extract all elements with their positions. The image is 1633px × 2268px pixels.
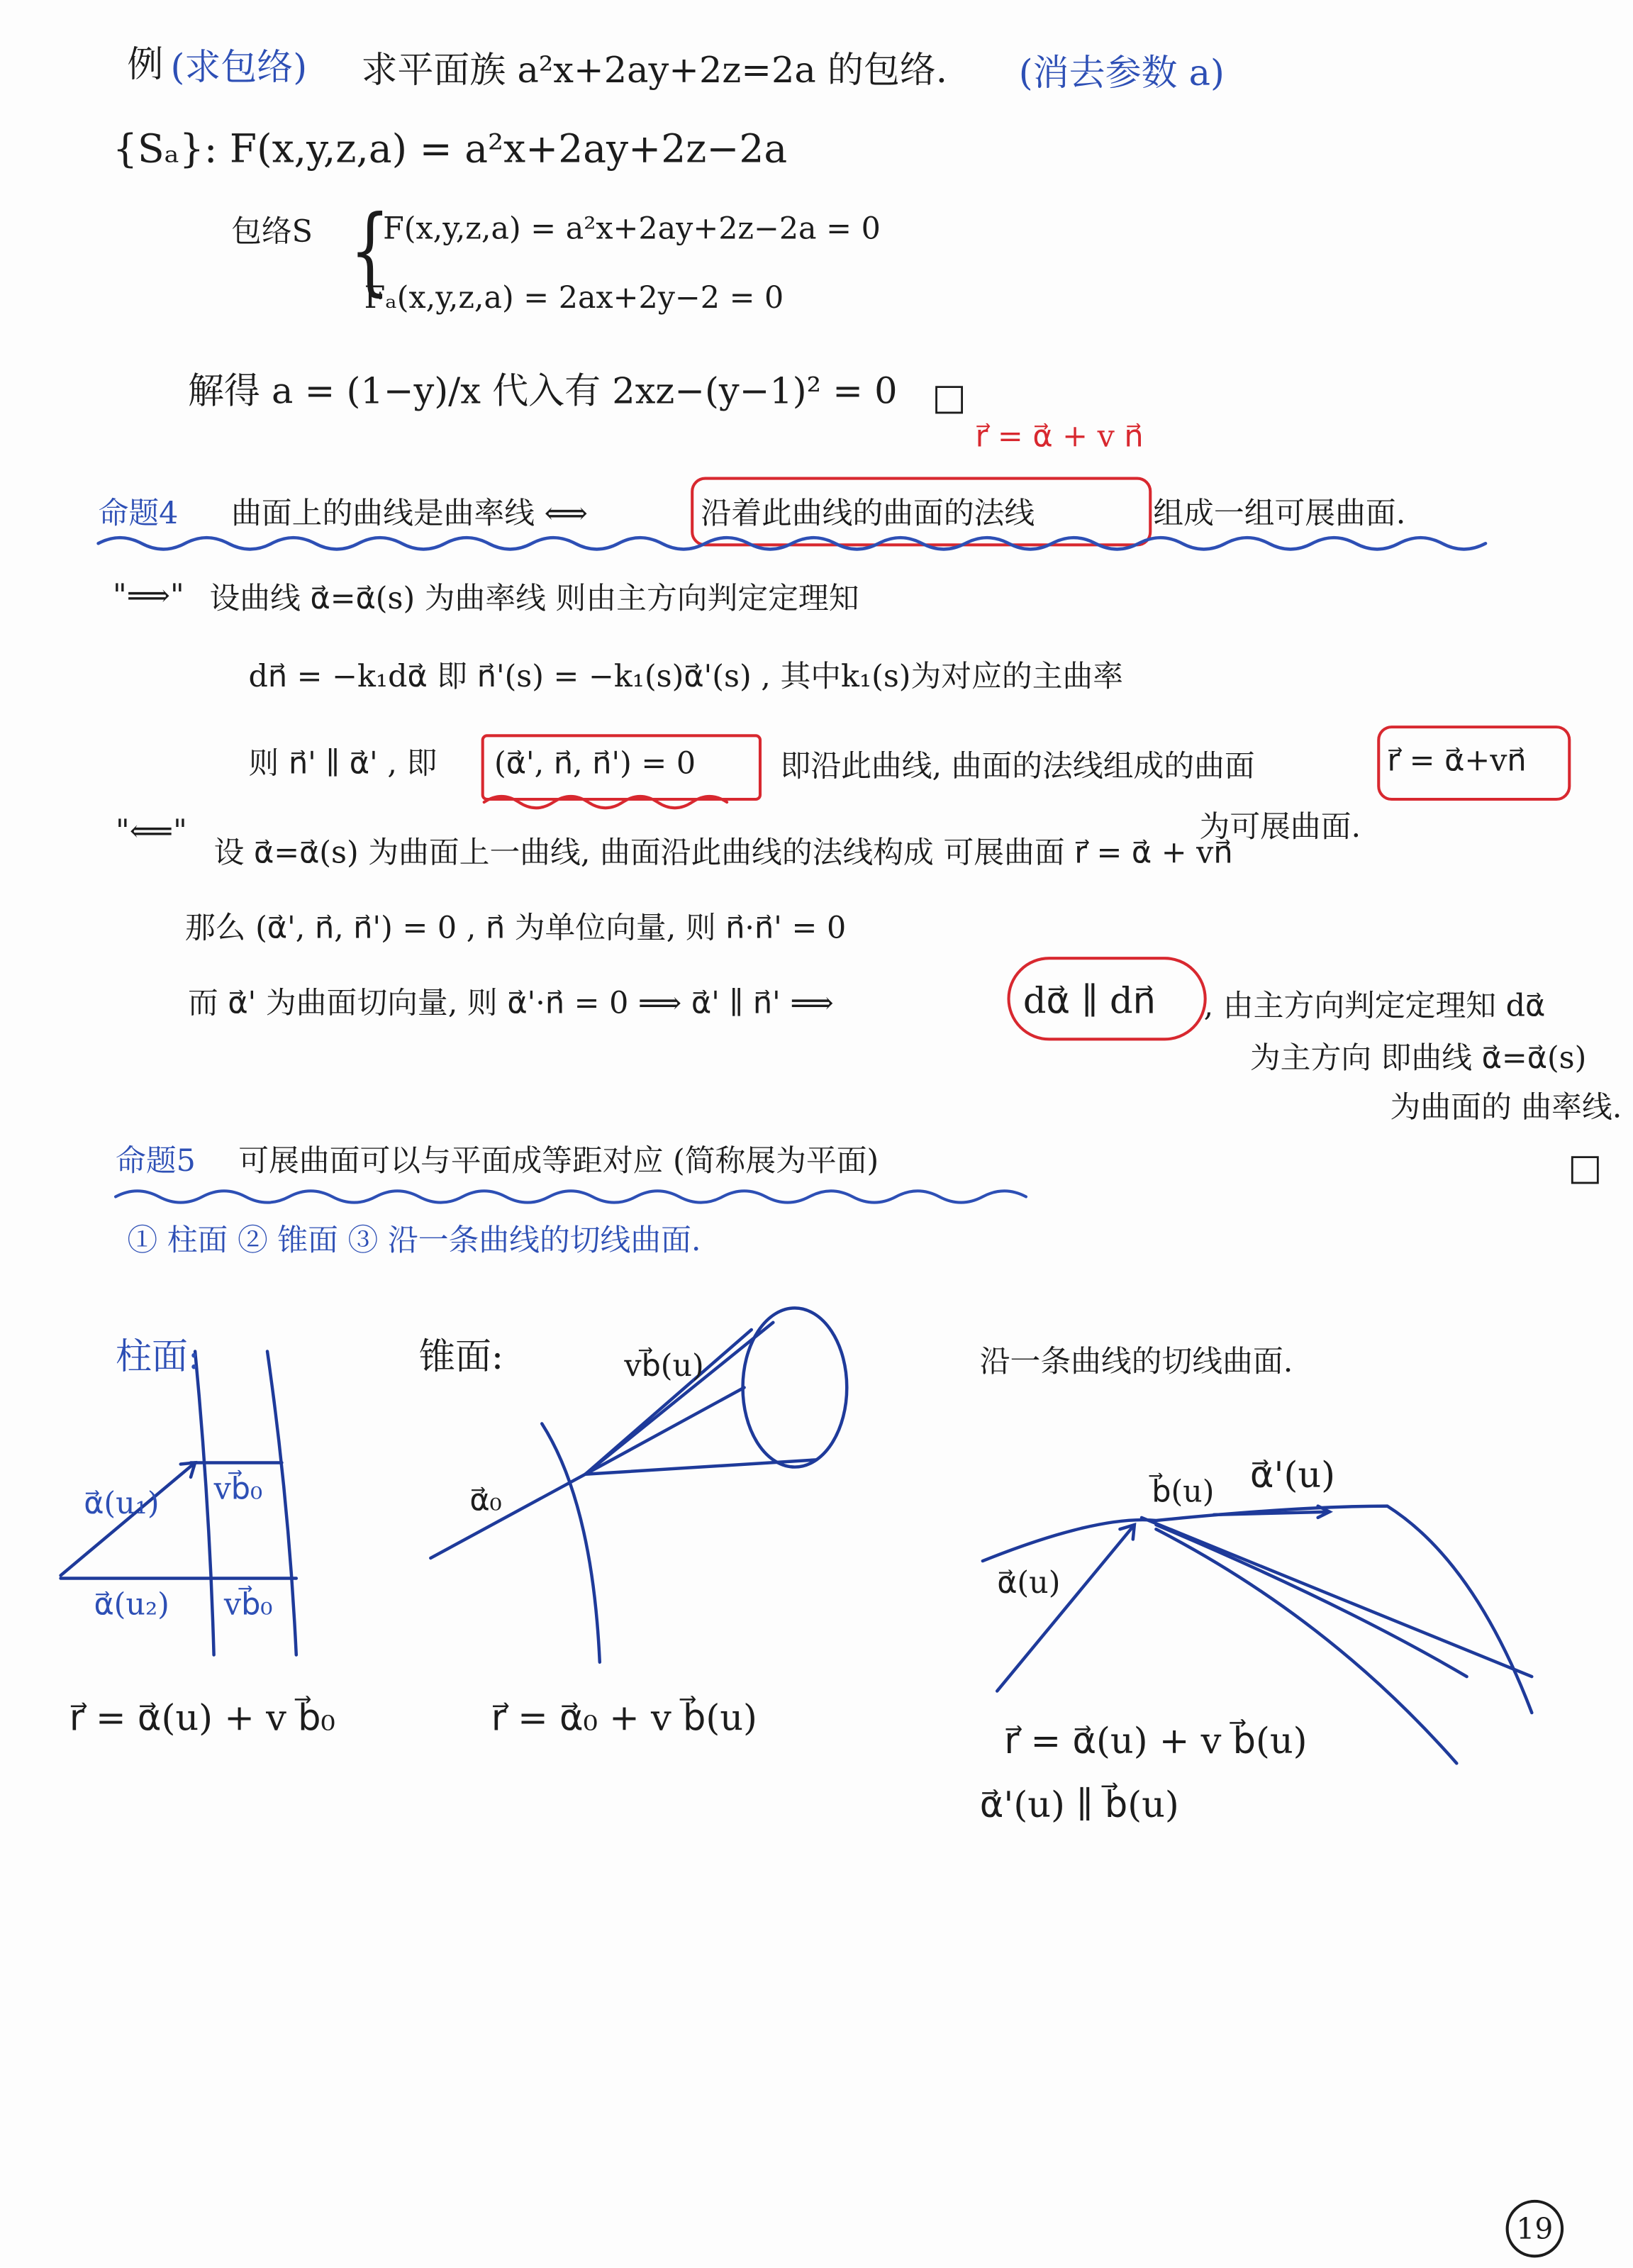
example-tag: (求包络): [170, 46, 308, 89]
cone-label-2: α⃗₀: [469, 1482, 502, 1518]
prop5-statement: 可展曲面可以与平面成等距对应 (简称展为平面): [238, 1143, 879, 1178]
backward-line5: 为曲面的 曲率线.: [1390, 1089, 1622, 1125]
qed-mark-2: □: [1568, 1146, 1603, 1189]
solution: 解得 a = (1−y)/x 代入有 2xz−(y−1)² = 0: [187, 369, 898, 412]
cone-label-1: vb⃗(u): [624, 1348, 704, 1384]
cone-formula: r⃗ = α⃗₀ + v b⃗(u): [491, 1696, 757, 1739]
prop4-left: 曲面上的曲线是曲率线 ⟺: [231, 496, 589, 530]
envelope-eq1: F(x,y,z,a) = a²x+2ay+2z−2a = 0: [383, 211, 881, 246]
example-hint: (消去参数 a): [1018, 52, 1225, 94]
tangent-formula: r⃗ = α⃗(u) + v b⃗(u): [1004, 1720, 1308, 1762]
brace: {: [350, 196, 391, 307]
cylinder-label-3: α⃗(u₂): [94, 1586, 169, 1622]
backward-line3-circled: dα⃗ ∥ dn⃗: [1022, 979, 1156, 1022]
tangent-label-3: α⃗(u): [997, 1565, 1061, 1601]
red-note: r⃗ = α⃗ + v n⃗: [975, 419, 1144, 454]
tangent-label-1: b⃗(u): [1152, 1474, 1215, 1509]
prop4-boxed: 沿着此曲线的曲面的法线: [701, 496, 1035, 530]
cone-title: 锥面:: [419, 1335, 504, 1378]
forward-line2: dn⃗ = −k₁dα⃗ 即 n⃗'(s) = −k₁(s)α⃗'(s) , 其中k₁(s)为对应的主曲率: [248, 659, 1124, 694]
tangent-label-2: α⃗'(u): [1249, 1454, 1336, 1496]
cylinder-label-2: vb⃗₀: [213, 1471, 263, 1506]
qed-mark: □: [932, 375, 966, 418]
prop4-wavy-underline: [99, 538, 1486, 549]
forward-label: "⟹": [112, 578, 184, 613]
backward-line3b: , 由主方向判定定理知 dα⃗: [1203, 988, 1546, 1023]
backward-line2: 那么 (α⃗', n⃗, n⃗') = 0 , n⃗ 为单位向量, 则 n⃗·n⃗' = 0: [184, 910, 847, 945]
backward-line3: 而 α⃗' 为曲面切向量, 则 α⃗'·n⃗ = 0 ⟹ α⃗' ∥ n⃗' ⟹: [187, 985, 834, 1021]
backward-label: "⟸": [116, 813, 187, 849]
forward-line3-formula: r⃗ = α⃗+vn⃗: [1387, 743, 1527, 778]
forward-line4: 为可展曲面.: [1199, 809, 1361, 845]
prop5-label: 命题5: [116, 1143, 196, 1178]
cylinder-formula: r⃗ = α⃗(u) + v b⃗₀: [69, 1696, 335, 1739]
backward-line1: 设 α⃗=α⃗(s) 为曲面上一曲线, 曲面沿此曲线的法线构成 可展曲面 r⃗ = α⃗ + vn⃗: [213, 835, 1233, 870]
example-statement: 求平面族 a²x+2ay+2z=2a 的包络.: [361, 49, 947, 91]
surface-family: {Sₐ}: F(x,y,z,a) = a²x+2ay+2z−2a: [112, 127, 788, 172]
triple-wavy-underline: [484, 796, 727, 808]
forward-line3-boxed: (α⃗', n⃗, n⃗') = 0: [494, 745, 696, 781]
forward-line3a: 则 n⃗' ∥ α⃗' , 即: [248, 745, 437, 781]
prop4-right: 组成一组可展曲面.: [1153, 496, 1406, 530]
envelope-label: 包络S: [231, 213, 313, 249]
cylinder-title: 柱面:: [116, 1335, 201, 1378]
example-label: 例: [127, 43, 164, 86]
tangent-condition: α⃗'(u) ∥ b⃗(u): [979, 1783, 1179, 1825]
forward-line3b: 即沿此曲线, 曲面的法线组成的曲面: [780, 748, 1255, 784]
prop5-wavy-underline: [116, 1191, 1026, 1202]
page-number: 19: [1506, 2200, 1564, 2258]
backward-line4: 为主方向 即曲线 α⃗=α⃗(s): [1249, 1040, 1587, 1076]
tangent-title: 沿一条曲线的切线曲面.: [979, 1344, 1293, 1379]
forward-line1: 设曲线 α⃗=α⃗(s) 为曲率线 则由主方向判定定理知: [209, 581, 859, 616]
prop5-cases: ① 柱面 ② 锥面 ③ 沿一条曲线的切线曲面.: [127, 1223, 701, 1258]
cylinder-label-1: α⃗(u₁): [84, 1486, 160, 1521]
prop4-label: 命题4: [98, 496, 179, 530]
cylinder-label-4: vb⃗₀: [223, 1586, 273, 1622]
envelope-eq2: Fₐ(x,y,z,a) = 2ax+2y−2 = 0: [364, 280, 784, 316]
